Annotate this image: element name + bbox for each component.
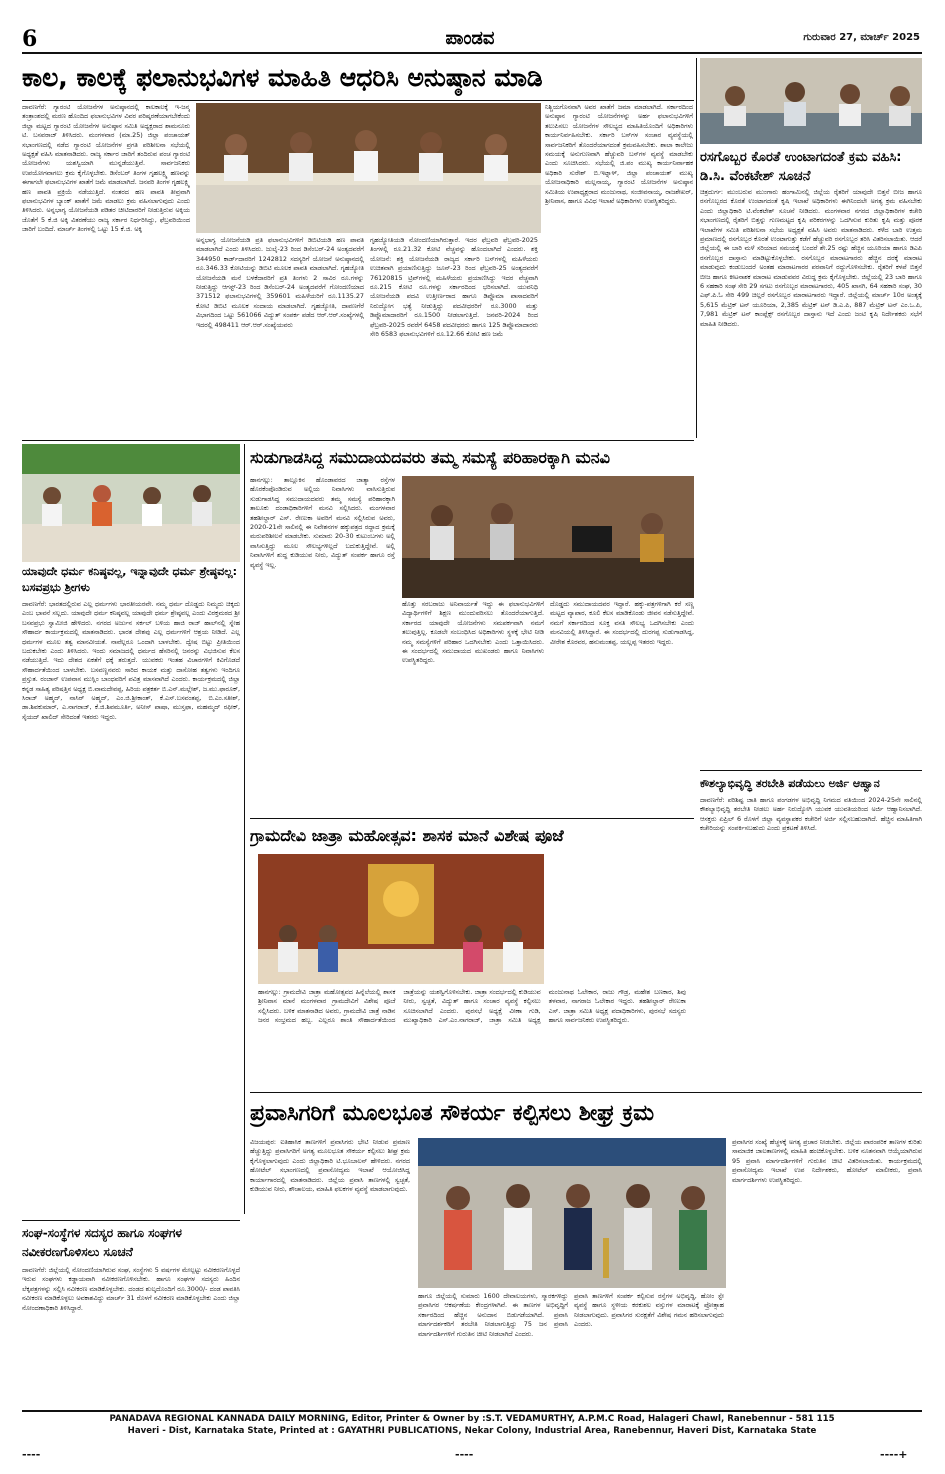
divider — [250, 1092, 922, 1093]
meeting-photo-image — [196, 103, 541, 233]
story4-body: ದಾವಣಗೆರೆ: ಭಾರತದಲ್ಲಿರುವ ಎಲ್ಲ ಧರ್ಮಗಳು ಭಾರತೀಯರವೇ. ನಮ್ಮ ಧರ್ಮ ದೊಡ್ಡದು ನಿಮ್ಮದು ಚಿಕ್ಕದು ಎಂಬ ಭಾವನೆ ಸಲ್ಲದು. ಯಾವುದೇ ಧರ್ಮ ಕನಿಷ್ಠವಲ್ಲ ಯಾವುದೇ ಧರ್ಮ ಶ್ರೇಷ್ಠವಲ್ಲ ಎಂದು ವಿರಕ್ತಮಠದ ಶ್ರೀ ಬಸವಪ್ರಭು ಸ್ವಾಮೀಜಿ ಹೇಳಿದರು. ನಗರದ ಅರ್ಜುನ ಸರ್ಕಲ್ ಬಳಿಯ ಹಾಜಿ ರಾಜ್ ಹಾಲ್‌ನಲ್ಲಿ ಸ್ನೇಹ ಸೌಹಾರ್ದ ಕಾರ್ಯಕ್ರಮದಲ್ಲಿ ಮಾತನಾಡಿದರು. ಭಾರತ ದೇಶವು ಎಲ್ಲ ಧರ್ಮಗಳಿಗೆ ಆಶ್ರಯ ನೀಡಿದೆ. ಎಲ್ಲ ಧರ್ಮಗಳ ಮೂಲ ತತ್ವ ಮಾನವೀಯತೆ. ನಾವೆಲ್ಲರೂ ಒಂದಾಗಿ ಬಾಳಬೇಕು. ದ್ವೇಷ ಬಿಟ್ಟು ಪ್ರೀತಿಯಿಂದ ಬದುಕಬೇಕು ಎಂದು ತಿಳಿಸಿದರು. ಇಂದು ಸಮಾಜದಲ್ಲಿ ಧರ್ಮದ ಹೆಸರಿನಲ್ಲಿ ಜನರನ್ನು ವಿಭಜಿಸುವ ಕೆಲಸ ನಡೆಯುತ್ತಿದೆ. ಇದು ದೇಶದ ಏಕತೆಗೆ ಧಕ್ಕೆ ತರುತ್ತದೆ. ಯುವಕರು ಇಂತಹ ವಿಚಾರಗಳಿಗೆ ಕಿವಿಗೊಡದೆ ಸೌಹಾರ್ದತೆಯಿಂದ ಬಾಳಬೇಕು. ಬಸವಣ್ಣನವರು ಸಾರಿದ ಕಾಯಕ ಮತ್ತು ದಾಸೋಹ ತತ್ವಗಳು ಇಂದಿಗೂ ಪ್ರಸ್ತುತ. ರಂಜಾನ್ ಉಪವಾಸ ಮುಸ್ಲಿಂ ಬಾಂಧವರಿಗೆ ಪವಿತ್ರ ಮಾಸವಾಗಿದೆ ಎಂದರು. ಕಾರ್ಯಕ್ರಮದಲ್ಲಿ ಜಿಲ್ಲಾ ಕನ್ನಡ ಸಾಹಿತ್ಯ ಪರಿಷತ್ತಿನ ಅಧ್ಯಕ್ಷ ಬಿ.ವಾಮದೇವಪ್ಪ, ಹಿರಿಯ ಪತ್ರಕರ್ತ ಬಿ.ಎನ್.ಮಲ್ಲೇಶ್, ಜ.ಮು.ಫಾರೂಕ್, ಸಿರಾಜ್ ಅಹ್ಮದ್, ನಾಸಿರ್ ಅಹ್ಮದ್, ಎಂ.ಜಿ.ಶ್ರೀಕಾಂತ್, ಕೆ.ಎಸ್.ಬಸವಂತಪ್ಪ, ಬಿ.ಎಂ.ಸತೀಶ್, ಡಾ.ಶಿವಕುಮಾರ್, ಎ.ನಾಗರಾಜ್, ಕೆ.ಜಿ.ಶಿವಮೂರ್ತಿ, ಅನೀಸ್ ಪಾಷಾ, ಮುಸ್ತಫಾ, ಮಹಮ್ಮದ್ ರಫೀಕ್, ಸೈಯದ್ ಖಾಲಿದ್ ಸೇರಿದಂತೆ ಇತರರು ಇದ್ದರು. — [22, 600, 240, 721]
divider — [250, 818, 694, 819]
lamp-lighting-image — [418, 1138, 726, 1288]
story2-photo — [700, 58, 922, 144]
story3-column-3: ದೊಡ್ಡದು ಸಮುದಾಯದವರ ಇದ್ದಾರೆ. ಹಕ್ಕು-ಪತ್ರಗಳಿಗಾಗಿ ಕರೆ ಸಣ್ಣ ಮಟ್ಟದ ವ್ಯಾಪಾರ, ಕೂಲಿ ಕೆಲಸ ಮಾಡಿಕೊಂಡು ಜೀವನ ನಡೆಸುತ್ತಿದ್ದೇವೆ. ನಮಗೆ ಸರ್ಕಾರದಿಂದ ಸೂಕ್ತ ವಸತಿ ಸೌಲಭ್ಯ ಒದಗಿಸಬೇಕು ಎಂದು ಮನವಿಯಲ್ಲಿ ತಿಳಿಸಿದ್ದಾರೆ. ಈ ಸಂದರ್ಭದಲ್ಲಿ ದುರಗಪ್ಪ ಸುಡುಗಾಡಸಿದ್ದ, ವೀರೇಶ ಕೊರವರ, ಹನುಮಂತಪ್ಪ, ಯಲ್ಲಪ್ಪ ಇತರರು ಇದ್ದರು. — [550, 600, 694, 646]
story3-column-1: ಹಾನಗಲ್ಲು: ತಾಲ್ಲೂಕಿನ ಹೊಂಡಾವರದ ಜಾತ್ಯಾ ರಸ್ತೆಗಳ ಹೊರಕೆಂಪೊಂಡಿರುವ ಅಲ್ಲಿಯ ನಿವಾಸಿಗಳು ವಾಸಿಸುತ್ತಿರುವ ಸುಡುಗಾಡಸಿದ್ದ ಸಮುದಾಯದವರು ತಮ್ಮ ಸಮಸ್ಯೆ ಪರಿಹಾರಕ್ಕಾಗಿ ತಾಲೂಕು ದಂಡಾಧಿಕಾರಿಗಳಿಗೆ ಮನವಿ ಸಲ್ಲಿಸಿದರು. ಮಂಗಳವಾರ ತಹಶೀಲ್ದಾರ್ ಎಸ್. ರೇಣುಕಾ ಅವರಿಗೆ ಮನವಿ ಸಲ್ಲಿಸಿರುವ ಅವರು, 2020-21ನೇ ಸಾಲಿನಲ್ಲಿ ಈ ನಿವೇಶನಗಳ ಹಕ್ಕುಪತ್ರದ ರದ್ದಾದ ಕ್ರಮಕ್ಕೆ ಮರುಪರಿಶೀಲನೆ ಮಾಡಬೇಕು. ಸುಮಾರು 20-30 ಕುಟುಂಬಗಳು ಅಲ್ಲಿ ವಾಸಿಸುತ್ತಿದ್ದು ಮೂಲ ಸೌಲಭ್ಯಗಳಿಲ್ಲದೆ ಬದುಕುತ್ತಿದ್ದೇವೆ. ಅಲ್ಲಿ ನಿವಾಸಿಗಳಿಗೆ ಶುದ್ಧ ಕುಡಿಯುವ ನೀರು, ವಿದ್ಯುತ್ ಸಂಪರ್ಕ ಹಾಗೂ ರಸ್ತೆ ವ್ಯವಸ್ಥೆ ಇಲ್ಲ. — [250, 476, 395, 569]
story2-headline: ರಸಗೊಬ್ಬರ ಕೊರತೆ ಉಂಟಾಗದಂತೆ ಕ್ರಮ ವಹಿಸಿ: ಡಿ.ಸಿ. ವೆಂಕಟೇಶ್ ಸೂಚನೆ — [700, 150, 902, 184]
story3-column-2: ಹೊತ್ತು ಸರಬರಾಜು ಅನಿವಾರ್ಯತೆ ಇದ್ದು ಈ ಫಲಾನುಭವಿಗಳಿಗೆ ವಿದ್ಯಾರ್ಥಿಗಳಿಗೆ ಶಿಕ್ಷಣ ಮುಂದುವರಿಸಲು ತೊಂದರೆಯಾಗುತ್ತಿದೆ. ಸರ್ಕಾರದ ಯಾವುದೇ ಯೋಜನೆಗಳು ಸಮಪರ್ಕವಾಗಿ ನಮಗೆ ತಲುಪುತ್ತಿಲ್ಲ. ಕೂಡಲೇ ಸಂಬಂಧಿಸಿದ ಅಧಿಕಾರಿಗಳು ಸ್ಥಳಕ್ಕೆ ಭೇಟಿ ನೀಡಿ ನಮ್ಮ ಸಮಸ್ಯೆಗಳಿಗೆ ಪರಿಹಾರ ಒದಗಿಸಬೇಕು ಎಂದು ಒತ್ತಾಯಿಸಿದರು. ಈ ಸಂದರ್ಭದಲ್ಲಿ ಸಮುದಾಯದ ಮುಖಂಡರು ಹಾಗೂ ನಿವಾಸಿಗಳು ಉಪಸ್ಥಿತರಿದ್ದರು. — [402, 600, 544, 665]
story5-photo — [258, 854, 544, 984]
story1-column-4: ನಿಶ್ಚಿಯಗೊನವಾಗಿ ಅವರ ಖಾತೆಗೆ ಜಮಾ ಮಾಡಲಾಗಿದೆ. ಸರ್ಕಾರದಿಂದ ಅನುಷ್ಠಾನ ಗ್ಯಾರಂಟಿ ಯೋಜನೆಗಳನ್ನು ಅರ್ಹ ಫಲಾನುಭವಿಗಳಿಗೆ ತಲುಪಿಸಲು ಯೋಜನೆಗಳ ಸೌಲಭ್ಯದ ಮಾಹಿತಿಯೊಂದಿಗೆ ಅಧಿಕಾರಿಗಳು ಕಾರ್ಯನಿರ್ವಹಿಸಬೇಕು. ಸರ್ಕಾರಿ ಬಸ್‌ಗಳ ಸಂಚಾರ ವ್ಯವಸ್ಥೆಯಲ್ಲಿ ಸಾರ್ವಜನಿಕರಿಗೆ ತೊಂದರೆಯಾಗದಂತೆ ಕ್ರಮವಹಿಸಬೇಕು. ಶಾಲಾ ಕಾಲೇಜು ಸಮಯಕ್ಕೆ ಅನುಗುಣವಾಗಿ ಹೆಚ್ಚುವರಿ ಬಸ್‌ಗಳ ವ್ಯವಸ್ಥೆ ಮಾಡಬೇಕು ಎಂದು ಸೂಚಿಸಿದರು. ಸಭೆಯಲ್ಲಿ ಜಿ.ಪಂ ಮುಖ್ಯ ಕಾರ್ಯನಿರ್ವಾಹಕ ಅಧಿಕಾರಿ ಸುರೇಶ್ ಬಿ.ಇಟ್ನಾಳ್, ಜಿಲ್ಲಾ ಪಂಚಾಯತ್ ಮುಖ್ಯ ಯೋಜನಾಧಿಕಾರಿ ಮಲ್ಲನಾಯ್ಕ, ಗ್ಯಾರಂಟಿ ಯೋಜನೆಗಳ ಅನುಷ್ಠಾನ ಸಮಿತಿಯ ಉಪಾಧ್ಯಕ್ಷರಾದ ಮಂಜುನಾಥ, ಸಂಜೀವನಾಯ್ಕ, ರಾಜಶೇಖರ್, ಶ್ರೀನಿವಾಸ, ಹಾಗೂ ವಿವಿಧ ಇಲಾಖೆ ಅಧಿಕಾರಿಗಳು ಉಪಸ್ಥಿತರಿದ್ದರು. — [545, 103, 693, 206]
story1-photo — [196, 103, 541, 233]
story4-photo — [22, 444, 240, 562]
column-divider — [696, 58, 697, 438]
story1-column-3: ಗೃಹಜ್ಯೋತಿಯಡಿ ನೋಂದಣಿಯಾಗಿರುತ್ತಾರೆ. ಇದರ ಫೆಬ್ರವರಿ ಫೆಬ್ರವರಿ-2025 ತಿಂಗಳಲ್ಲಿ ರೂ.21.32 ಕೋಟಿ ವೆಚ್ಚವನ್ನು ಹೊಂದಲಾಗಿದೆ ಎಂದರು. ಶಕ್ತಿ ಯೋಜನೆ: ಶಕ್ತಿ ಯೋಜನೆಯಡಿ ರಾಜ್ಯದ ಸರ್ಕಾರಿ ಬಸ್‌ಗಳಲ್ಲಿ ಮಹಿಳೆಯರು ಉಚಿತವಾಗಿ ಪ್ರಯಾಣಿಸುತ್ತಿದ್ದು ಜೂನ್-23 ರಿಂದ ಫೆಬ್ರವರಿ-25 ಅಂತ್ಯದವರೆಗೆ 76120815 ಟ್ರಿಪ್‌ಗಳಲ್ಲಿ ಮಹಿಳೆಯರು ಪ್ರಯಾಣಿಸಿದ್ದು ಇದರ ವೆಚ್ಚವಾಗಿ ರೂ.215 ಕೋಟಿ ರೂ.ಗಳನ್ನು ಸರ್ಕಾರದಿಂದ ಭರಿಸಲಾಗಿದೆ. ಯುವನಿಧಿ ಯೋಜನೆಯಡಿ ಪದವಿ ಉತ್ತೀರ್ಣರಾದ ಹಾಗೂ ಡಿಪ್ಲೊಮಾ ಪಾಸಾದವರಿಗೆ ನಿರುದ್ಯೋಗ ಭತ್ಯೆ ನೀಡುತ್ತಿದ್ದು ಪದವೀಧರರಿಗೆ ರೂ.3000 ಮತ್ತು ಡಿಪ್ಲೊಮಾದಾರರಿಗೆ ರೂ.1500 ನೀಡಲಾಗುತ್ತಿದೆ. ಜನವರಿ-2024 ರಿಂದ ಫೆಬ್ರವರಿ-2025 ರವರೆಗೆ 6458 ಪದವೀಧರರು ಹಾಗೂ 125 ಡಿಪ್ಲೊಮಾದಾರರು ಸೇರಿ 6583 ಫಲಾನುಭವಿಗಳಿಗೆ ರೂ.12.66 ಕೋಟಿ ಹಣ ಜಮೆ — [370, 236, 538, 339]
story6-headline: ಕೌಶಲ್ಯಾಭಿವೃದ್ಧಿ ತರಬೇತಿ ಪಡೆಯಲು ಅರ್ಜಿ ಆಹ್ವಾನ — [700, 777, 880, 790]
officials-meeting-image — [700, 58, 922, 144]
story3-photo — [402, 476, 694, 598]
story7-body: ದಾವಣಗೆರೆ: ಜಿಲ್ಲೆಯಲ್ಲಿ ನೋಂದಣಿಯಾಗಿರುವ ಸಂಘ, ಸಂಸ್ಥೆಗಳು 5 ವರ್ಷಗಳ ಮೇಲ್ಪಟ್ಟು ನವೀಕರಣಗೊಳ್ಳದೆ ಇರುವ ಸಂಘಗಳು ಕಡ್ಡಾಯವಾಗಿ ನವೀಕರಣಗೊಳಿಸಬೇಕು. ಹಾಗೂ ಸಂಘಗಳ ಸದಸ್ಯರು ಹಿಂದಿನ ಲೆಕ್ಕಪತ್ರಗಳನ್ನು ಸಲ್ಲಿಸಿ ನವೀಕರಣ ಮಾಡಿಕೊಳ್ಳಬೇಕು. ದಂಡದ ಶುಲ್ಕದೊಂದಿಗೆ ರೂ.3000/- ದಂಡ ಪಾವತಿಸಿ ನವೀಕರಣ ಮಾಡಿಕೊಳ್ಳಲು ಅವಕಾಶವಿದ್ದು ಮಾರ್ಚ್ 31 ರೊಳಗೆ ನವೀಕರಣ ಮಾಡಿಕೊಳ್ಳಬೇಕು ಎಂದು ಜಿಲ್ಲಾ ನೋಂದಣಾಧಿಕಾರಿ ತಿಳಿಸಿದ್ದಾರೆ. — [22, 1266, 240, 1312]
masthead-title: ಪಾಂಡವ — [445, 28, 495, 49]
divider — [22, 100, 694, 101]
page-number: 6 — [22, 26, 38, 52]
story8-column-1: ವಿಜಯಪುರ: ಐತಿಹಾಸಿಕ ತಾಣಗಳಿಗೆ ಪ್ರವಾಸಿಗರು ಭೇಟಿ ನೀಡುವ ಪ್ರಮಾಣ ಹೆಚ್ಚುತ್ತಿದ್ದು ಪ್ರವಾಸಿಗರಿಗೆ ಅಗತ್ಯ ಮೂಲಭೂತ ಸೌಕರ್ಯ ಕಲ್ಪಿಸಲು ಶೀಘ್ರ ಕ್ರಮ ಕೈಗೊಳ್ಳಲಾಗುವುದು ಎಂದು ಜಿಲ್ಲಾಧಿಕಾರಿ ಟಿ.ಭೂಬಾಲನ್ ಹೇಳಿದರು. ನಗರದ ಹೋಟೆಲ್ ಸಭಾಂಗಣದಲ್ಲಿ ಪ್ರವಾಸೋದ್ಯಮ ಇಲಾಖೆ ಆಯೋಜಿಸಿದ್ದ ಕಾರ್ಯಾಗಾರದಲ್ಲಿ ಮಾತನಾಡಿದರು. ಜಿಲ್ಲೆಯ ಪ್ರವಾಸಿ ತಾಣಗಳಲ್ಲಿ ಸ್ವಚ್ಛತೆ, ಕುಡಿಯುವ ನೀರು, ಶೌಚಾಲಯ, ಮಾಹಿತಿ ಫಲಕಗಳ ವ್ಯವಸ್ಥೆ ಮಾಡಲಾಗುವುದು. — [250, 1138, 410, 1194]
divider — [22, 440, 694, 441]
divider — [700, 770, 922, 771]
story4-caption: ಯಾವುದೇ ಧರ್ಮ ಕನಿಷ್ಠವಲ್ಲ, ಇನ್ನಾವುದೇ ಧರ್ಮ ಶ್ರೇಷ್ಠವಲ್ಲ: ಬಸವಪ್ರಭು ಶ್ರೀಗಳು — [22, 565, 238, 594]
column-divider — [244, 444, 245, 1214]
footer-imprint-line2: Haveri - Dist, Karnataka State, Printed at : GAYATHRI PUBLICATIONS, Nekar Colony, Industrial Area, Ranebennur, Haveri Dist, Karnataka State — [127, 1426, 817, 1436]
registration-mark-left: ---- — [22, 1448, 41, 1461]
story8-column-3: ಪ್ರವಾಸಿ ತಾಣಗಳಿಗೆ ಸಂಪರ್ಕ ಕಲ್ಪಿಸುವ ರಸ್ತೆಗಳ ಅಭಿವೃದ್ಧಿ, ಹೋಂ ಸ್ಟೇ ವ್ಯವಸ್ಥೆ ಹಾಗೂ ಸ್ಥಳೀಯ ಕರಕುಶಲ ವಸ್ತುಗಳ ಮಾರಾಟಕ್ಕೆ ಪ್ರೋತ್ಸಾಹ ನೀಡಲಾಗುವುದು. ಪ್ರವಾಸಿಗರ ಸುರಕ್ಷತೆಗೆ ವಿಶೇಷ ಗಮನ ಹರಿಸಲಾಗುವುದು ಎಂದರು. — [574, 1292, 724, 1329]
masthead-date: ಗುರುವಾರ 27, ಮಾರ್ಚ್ 2025 — [803, 32, 920, 43]
registration-mark-center: ---- — [455, 1448, 474, 1461]
story2-body: ಚಿತ್ರದುರ್ಗ: ಮುಂಬರುವ ಮುಂಗಾರು ಹಂಗಾಮಿನಲ್ಲಿ ಜಿಲ್ಲೆಯ ರೈತರಿಗೆ ಯಾವುದೇ ಬಿತ್ತನೆ ಬೀಜ ಹಾಗೂ ರಸಗೊಬ್ಬರದ ಕೊರತೆ ಉಂಟಾಗದಂತೆ ಕೃಷಿ ಇಲಾಖೆ ಅಧಿಕಾರಿಗಳು ಈಗಿನಿಂದಲೇ ಅಗತ್ಯ ಕ್ರಮ ವಹಿಸಬೇಕು ಎಂದು ಜಿಲ್ಲಾಧಿಕಾರಿ ಟಿ.ವೆಂಕಟೇಶ್ ಸೂಚನೆ ನೀಡಿದರು. ಮಂಗಳವಾರ ನಗರದ ಜಿಲ್ಲಾಧಿಕಾರಿಗಳ ಕಚೇರಿ ಸಭಾಂಗಣದಲ್ಲಿ ರೈತರಿಗೆ ಬಿತ್ತನ್ನು ಗುಣಮಟ್ಟದ ಕೃಷಿ ಪರಿಕರಗಳನ್ನು ಒದಗಿಸುವ ಕುರಿತು ಕೃಷಿ ಮತ್ತು ಪೂರಕ ಇಲಾಖೆಗಳ ಸಮಿತಿ ಪರಿಶೀಲನಾ ಸಭೆಯ ಅಧ್ಯಕ್ಷತೆ ವಹಿಸಿ ಅವರು ಮಾತನಾಡಿದರು. ಕಳೆದ ಬಾರಿ ಉತ್ತಮ ಪ್ರಮಾಣದಲ್ಲಿ ರಸಗೊಬ್ಬರ ಕೊರತೆ ಉಂಟಾಗುತ್ತು ಕಡೆಗೆ ಹೆಚ್ಚುವರಿ ರಸಗೊಬ್ಬರ ತರಿಸಿ ವಿತರಿಸಲಾಯಿತು. ಆದರೆ ಜಿಲ್ಲೆಯಲ್ಲಿ ಈ ಬಾರಿ ಮಳೆ ಸರಿಯಾದ ಸಮಯಕ್ಕೆ ಬಂದರೆ ಶೇ.25 ರಷ್ಟು ಹೆಚ್ಚಿನ ಯೂರಿಯಾ ಹಾಗೂ ಡಿಎಪಿ ರಸಗೊಬ್ಬರ ದಾಸ್ತಾನು ಮಾಡಿಟ್ಟುಕೊಳ್ಳಬೇಕು. ರಸಗೊಬ್ಬರ ಮಾರಾಟಗಾರರು ಹೆಚ್ಚಿನ ದರಕ್ಕೆ ಮಾರಾಟ ಮಾಡುವುದು ಕಂಡುಬಂದರೆ ಅಂತಹ ಮಾರಾಟಗಾರರ ಪರವಾನಿಗೆ ರದ್ದುಗೊಳಿಸಬೇಕು. ರೈತರಿಗೆ ಕಳಪೆ ಬಿತ್ತನೆ ಬೀಜ ಹಾಗೂ ಕೀಟನಾಶಕ ಮಾರಾಟ ಮಾಡುವವರ ವಿರುದ್ಧ ಕ್ರಮ ಕೈಗೊಳ್ಳಬೇಕು. ಜಿಲ್ಲೆಯಲ್ಲಿ 23 ಬಾರಿ ಹಾಗೂ 6 ಸಹಕಾರಿ ಸಂಘ ಸೇರಿ 29 ಸಗಟು ರಸಗೊಬ್ಬರ ಮಾರಾಟಗಾರರು, 405 ಖಾಸಗಿ, 64 ಸಹಕಾರಿ ಸಂಘ, 30 ಎಫ್.ಪಿ.ಓ ಸೇರಿ 499 ಚಿಲ್ಲರೆ ರಸಗೊಬ್ಬರ ಮಾರಾಟಗಾರರು ಇದ್ದಾರೆ. ಜಿಲ್ಲೆಯಲ್ಲಿ ಮಾರ್ಚ್ 10ರ ಅಂತ್ಯಕ್ಕೆ 5,615 ಮೆಟ್ರಿಕ್ ಟನ್ ಯೂರಿಯಾ, 2,385 ಮೆಟ್ರಿಕ್ ಟನ್ ಡಿ.ಎ.ಪಿ, 887 ಮೆಟ್ರಿಕ್ ಟನ್ ಎಂ.ಒ.ಪಿ, 7,981 ಮೆಟ್ರಿಕ್ ಟನ್ ಕಾಂಪ್ಲೆಕ್ಸ್ ರಸಗೊಬ್ಬರ ದಾಸ್ತಾನು ಇದೆ ಎಂದು ಜಂಟಿ ಕೃಷಿ ನಿರ್ದೇಶಕರು ಸಭೆಗೆ ಮಾಹಿತಿ ನೀಡಿದರು. — [700, 188, 922, 328]
story8-column-2: ಹಾಗೂ ಜಿಲ್ಲೆಯಲ್ಲಿ ಸುಮಾರು 1600 ದೇವಾಲಯಗಳು, ಸ್ಮಾರಕಗಳಿದ್ದು ಪ್ರವಾಸಿಗರ ಆಕರ್ಷಣೆಯ ಕೇಂದ್ರಗಳಾಗಿವೆ. ಈ ತಾಣಗಳ ಅಭಿವೃದ್ಧಿಗೆ ಸರ್ಕಾರದಿಂದ ಹೆಚ್ಚಿನ ಅನುದಾನ ಬಿಡುಗಡೆಯಾಗಿದೆ. ಪ್ರವಾಸಿ ಮಾರ್ಗದರ್ಶಕರಿಗೆ ತರಬೇತಿ ನೀಡಲಾಗುತ್ತಿದ್ದು 75 ಜನ ಪ್ರವಾಸಿ ಮಾರ್ಗದರ್ಶಿಗಳಿಗೆ ಗುರುತಿನ ಚೀಟಿ ನೀಡಲಾಗಿದೆ ಎಂದರು. — [418, 1292, 568, 1338]
story1-column-1: ದಾವಣಗೆರೆ: ಗ್ಯಾರಂಟಿ ಯೋಜನೆಗಳ ಅನುಷ್ಠಾನದಲ್ಲಿ ಕಾಲಕಾಲಕ್ಕೆ ಇ-ಜನ್ಮ ತಂತ್ರಾಂಶದಲ್ಲಿ ಮರಣ ಹೊಂದಿದ ಫಲಾನುಭವಿಗಳ ವಿವರ ಪರಿಷ್ಕರಣೆಯಾಗಬೇಕೆಂದು ಜಿಲ್ಲಾ ಮಟ್ಟದ ಗ್ಯಾರಂಟಿ ಯೋಜನೆಗಳ ಅನುಷ್ಠಾನ ಸಮಿತಿ ಅಧ್ಯಕ್ಷರಾದ ಶಾಮನೂರು ಟಿ. ಬಸವರಾಜ್ ತಿಳಿಸಿದರು. ಮಂಗಳವಾರ (ಮಾ.25) ಜಿಲ್ಲಾ ಪಂಚಾಯತ್ ಸಭಾಂಗಣದಲ್ಲಿ ನಡೆದ ಗ್ಯಾರಂಟಿ ಯೋಜನೆಗಳ ಪ್ರಗತಿ ಪರಿಶೀಲನಾ ಸಭೆಯಲ್ಲಿ ಅಧ್ಯಕ್ಷತೆ ವಹಿಸಿ ಮಾತನಾಡಿದರು. ರಾಜ್ಯ ಸರ್ಕಾರ ಜಾರಿಗೆ ತಂದಿರುವ ಪಂಚ ಗ್ಯಾರಂಟಿ ಯೋಜನೆಗಳು ಯಶಸ್ವಿಯಾಗಿ ಮುನ್ನಡೆಯುತ್ತಿವೆ. ಸಾರ್ವಜನಿಕರು ಉಪಯೋಗವಾಗಲು ಕ್ರಮ ಕೈಗೊಳ್ಳಬೇಕು. ಡಿಸೆಂಬರ್ ತಿಂಗಳ ಗೃಹಲಕ್ಷ್ಮಿ ಹಣವನ್ನು ಈಗಾಗಲೇ ಫಲಾನುಭವಿಗಳ ಖಾತೆಗೆ ಜಮೆ ಮಾಡಲಾಗಿದೆ. ಜನವರಿ ತಿಂಗಳ ಗೃಹಲಕ್ಷ್ಮಿ ಹಣ ಪಾವತಿ ಪ್ರಕ್ರಿಯೆ ನಡೆಯುತ್ತಿದೆ. ನಂತರದ ಹಣ ಪಾವತಿ ತೀವ್ರವಾಗಿ ಫಲಾನುಭವಿಗಳ ಬ್ಯಾಂಕ್ ಖಾತೆಗೆ ಜಮೆ ಮಾಡಲು ಕ್ರಮ ವಹಿಸಲಾಗುವುದು ಎಂದು ತಿಳಿಸಿದರು. ಅನ್ನಭಾಗ್ಯ ಯೋಜನೆಯಡಿ ಪಡಿತರ ಚೀಟಿದಾರರಿಗೆ ನೀಡುತ್ತಿರುವ ಅಕ್ಕಿಯ ಜೊತೆಗೆ 5 ಕೆ.ಜಿ ಅಕ್ಕಿ ವಿತರಣೆಯು ರಾಜ್ಯ ಸರ್ಕಾರ ನಿರ್ಧರಿಸಿದ್ದು, ಫೆಬ್ರವರಿಯಿಂದ ಜಾರಿಗೆ ಬಂದಿದೆ. ಮಾರ್ಚ್ ತಿಂಗಳಲ್ಲಿ ಒಟ್ಟು 15 ಕೆ.ಜಿ. ಅಕ್ಕಿ — [22, 103, 190, 234]
story5-headline: ಗ್ರಾಮದೇವಿ ಜಾತ್ರಾ ಮಹೋತ್ಸವ: ಶಾಸಕ ಮಾನೆ ವಿಶೇಷ ಪೂಜೆ — [250, 826, 564, 845]
story8-headline: ಪ್ರವಾಸಿಗರಿಗೆ ಮೂಲಭೂತ ಸೌಕರ್ಯ ಕಲ್ಪಿಸಲು ಶೀಘ್ರ ಕ್ರಮ — [250, 1101, 655, 1126]
story7-headline: ಸಂಘ-ಸಂಸ್ಥೆಗಳ ಸದಸ್ಯರ ಹಾಗೂ ಸಂಘಗಳ ನವೀಕರಣಗೊಳಿಸಲು ಸೂಚನೆ — [22, 1226, 182, 1259]
story8-column-4: ಪ್ರವಾಸಿಗರ ಸಂಖ್ಯೆ ಹೆಚ್ಚಳಕ್ಕೆ ಅಗತ್ಯ ಪ್ರಚಾರ ನೀಡಬೇಕು. ಜಿಲ್ಲೆಯ ಪಾರಂಪರಿಕ ತಾಣಗಳ ಕುರಿತು ಸಾಮಾಜಿಕ ಜಾಲತಾಣಗಳಲ್ಲಿ ಮಾಹಿತಿ ಹಂಚಿಕೊಳ್ಳಬೇಕು. ಬಳಿಕ ನೂತನವಾಗಿ ಆಯ್ಕೆಯಾಗಿರುವ 95 ಪ್ರವಾಸಿ ಮಾರ್ಗದರ್ಶಿಗಳಿಗೆ ಗುರುತಿನ ಚೀಟಿ ವಿತರಿಸಲಾಯಿತು. ಕಾರ್ಯಕ್ರಮದಲ್ಲಿ ಪ್ರವಾಸೋದ್ಯಮ ಇಲಾಖೆ ಉಪ ನಿರ್ದೇಶಕರು, ಹೋಟೆಲ್ ಮಾಲೀಕರು, ಪ್ರವಾಸಿ ಮಾರ್ಗದರ್ಶಿಗಳು ಉಪಸ್ಥಿತರಿದ್ದರು. — [732, 1138, 922, 1184]
divider — [22, 1220, 240, 1221]
story5-body: ಹಾನಗಲ್ಲು: ಗ್ರಾಮದೇವಿ ಜಾತ್ರಾ ಮಹೋತ್ಸವದ ಹಿನ್ನೆಲೆಯಲ್ಲಿ ಶಾಸಕ ಶ್ರೀನಿವಾಸ ಮಾನೆ ಮಂಗಳವಾರ ಗ್ರಾಮದೇವಿಗೆ ವಿಶೇಷ ಪೂಜೆ ಸಲ್ಲಿಸಿದರು. ಬಳಿಕ ಮಾತನಾಡಿದ ಅವರು, ಗ್ರಾಮದೇವಿ ಜಾತ್ರೆ ನಾಡಿನ ಜನರ ಸಂಭ್ರಮದ ಹಬ್ಬ. ಎಲ್ಲರೂ ಶಾಂತಿ ಸೌಹಾರ್ದತೆಯಿಂದ ಜಾತ್ರೆಯನ್ನು ಯಶಸ್ವಿಗೊಳಿಸಬೇಕು. ಜಾತ್ರಾ ಸಂದರ್ಭದಲ್ಲಿ ಕುಡಿಯುವ ನೀರು, ಸ್ವಚ್ಛತೆ, ವಿದ್ಯುತ್ ಹಾಗೂ ಸಂಚಾರ ವ್ಯವಸ್ಥೆ ಕಲ್ಪಿಸಲು ಸೂಚಿಸಲಾಗಿದೆ ಎಂದರು. ಪುರಸಭೆ ಅಧ್ಯಕ್ಷೆ ವೀಣಾ ಗುಡಿ, ಮುಖ್ಯಾಧಿಕಾರಿ ಎಸ್.ಎಂ.ನಾಗರಾಜ್, ಜಾತ್ರಾ ಸಮಿತಿ ಅಧ್ಯಕ್ಷ ಮಂಜುನಾಥ ಓಲೇಕಾರ, ರಾಜು ಗೌಡ್ರ, ಮಹೇಶ ಬಣಕಾರ, ಶಿವು ತಳವಾರ, ನಾಗರಾಜ ಓಲೇಕಾರ ಇದ್ದರು. ತಹಶೀಲ್ದಾರ್ ರೇಣುಕಾ ಎಸ್. ಜಾತ್ರಾ ಸಮಿತಿ ಅಧ್ಯಕ್ಷ ಪದಾಧಿಕಾರಿಗಳು, ಪುರಸಭೆ ಸದಸ್ಯರು ಹಾಗೂ ಸಾರ್ವಜನಿಕರು ಉಪಸ್ಥಿತರಿದ್ದರು. — [258, 988, 686, 1025]
petition-photo-image — [402, 476, 694, 598]
registration-mark-right: ----+ — [880, 1448, 908, 1461]
story6-body: ದಾವಣಗೆರೆ: ಪರಿಶಿಷ್ಟ ಜಾತಿ ಹಾಗೂ ಪಂಗಡಗಳ ಅಭಿವೃದ್ಧಿ ನಿಗಮದ ವತಿಯಿಂದ 2024-25ನೇ ಸಾಲಿನಲ್ಲಿ ಕೌಶಲ್ಯಾಭಿವೃದ್ಧಿ ತರಬೇತಿ ನೀಡಲು ಅರ್ಹ ನಿರುದ್ಯೋಗಿ ಯುವಕ ಯುವತಿಯರಿಂದ ಅರ್ಜಿ ಆಹ್ವಾನಿಸಲಾಗಿದೆ. ಆಸಕ್ತರು ಏಪ್ರಿಲ್ 6 ರೊಳಗೆ ಜಿಲ್ಲಾ ವ್ಯವಸ್ಥಾಪಕರ ಕಚೇರಿಗೆ ಅರ್ಜಿ ಸಲ್ಲಿಸಬಹುದಾಗಿದೆ. ಹೆಚ್ಚಿನ ಮಾಹಿತಿಗಾಗಿ ಕಚೇರಿಯನ್ನು ಸಂಪರ್ಕಿಸಬಹುದು ಎಂದು ಪ್ರಕಟಣೆ ತಿಳಿಸಿದೆ. — [700, 796, 922, 833]
story8-photo — [418, 1138, 726, 1288]
gathering-photo-image — [22, 444, 240, 562]
story3-headline: ಸುಡುಗಾಡಸಿದ್ದ ಸಮುದಾಯದವರು ತಮ್ಮ ಸಮಸ್ಯೆ ಪರಿಹಾರಕ್ಕಾಗಿ ಮನವಿ — [250, 448, 610, 467]
footer-rule — [22, 1410, 922, 1412]
masthead-rule — [22, 52, 922, 54]
footer-imprint-line1: PANADAVA REGIONAL KANNADA DAILY MORNING, Editor, Printer & Owner by :S.T. VEDAMURTHY, A.P.M.C Road, Halageri Chawl, Ranebennur - 581 115 — [109, 1414, 835, 1424]
story1-headline: ಕಾಲ, ಕಾಲಕ್ಕೆ ಫಲಾನುಭವಿಗಳ ಮಾಹಿತಿ ಆಧರಿಸಿ ಅನುಷ್ಠಾನ ಮಾಡಿ — [22, 63, 543, 92]
story1-column-2: ಅನ್ನಭಾಗ್ಯ ಯೋಜನೆಯಡಿ ಪ್ರತಿ ಫಲಾನುಭವಿಗಳಿಗೆ ಡಿಬಿಟಿಯಡಿ ಹಣ ಪಾವತಿ ಮಾಡಲಾಗಿದೆ ಎಂದು ತಿಳಿಸಿದರು. ಜುಲೈ-23 ರಿಂದ ಡಿಸೆಂಬರ್-24 ಅಂತ್ಯದವರೆಗೆ 344950 ಕಾರ್ಡ್‌ದಾರರಿಗೆ 1242812 ಸದಸ್ಯರಿಗೆ ಯೋಜನೆ ಅನುಷ್ಠಾನದಲ್ಲಿ ರೂ.346.33 ಕೋಟಿಯನ್ನು ಡಿಬಿಟಿ ಮೂಲಕ ಪಾವತಿ ಮಾಡಲಾಗಿದೆ. ಗೃಹಜ್ಯೋತಿ ಯೋಜನೆಯಡಿ ಮನೆ ಬಳಕೆದಾರರಿಗೆ ಪ್ರತಿ ತಿಂಗಳು 2 ಸಾವಿರ ರೂ.ಗಳನ್ನು ನೀಡುತ್ತಿದ್ದು ಆಗಸ್ಟ್-23 ರಿಂದ ಡಿಸೆಂಬರ್-24 ಅಂತ್ಯದವರೆಗೆ ಗೋಂದಣಿಯಾದ 371512 ಫಲಾನುಭವಿಗಳಲ್ಲಿ 359601 ಮಹಿಳೆಯರಿಗೆ ರೂ.1135.27 ಕೋಟಿ ಡಿಬಿಟಿ ಮೂಲಕ ಸಂದಾಯ ಮಾಡಲಾಗಿದೆ. ಗೃಹಜ್ಯೋತಿ, ದಾವಣಗೆರೆ ವಿಭಾಗದಿಂದ ಒಟ್ಟು 561066 ವಿದ್ಯುತ್ ಸಂಪರ್ಕ ಪಡೆದ ಆರ್.ಆರ್.ಸಂಖ್ಯೆಗಳಲ್ಲಿ ಇದರಲ್ಲಿ 498411 ಆರ್.ಆರ್.ಸಂಖ್ಯೆಯವರು — [196, 236, 364, 329]
temple-pooja-image — [258, 854, 544, 984]
